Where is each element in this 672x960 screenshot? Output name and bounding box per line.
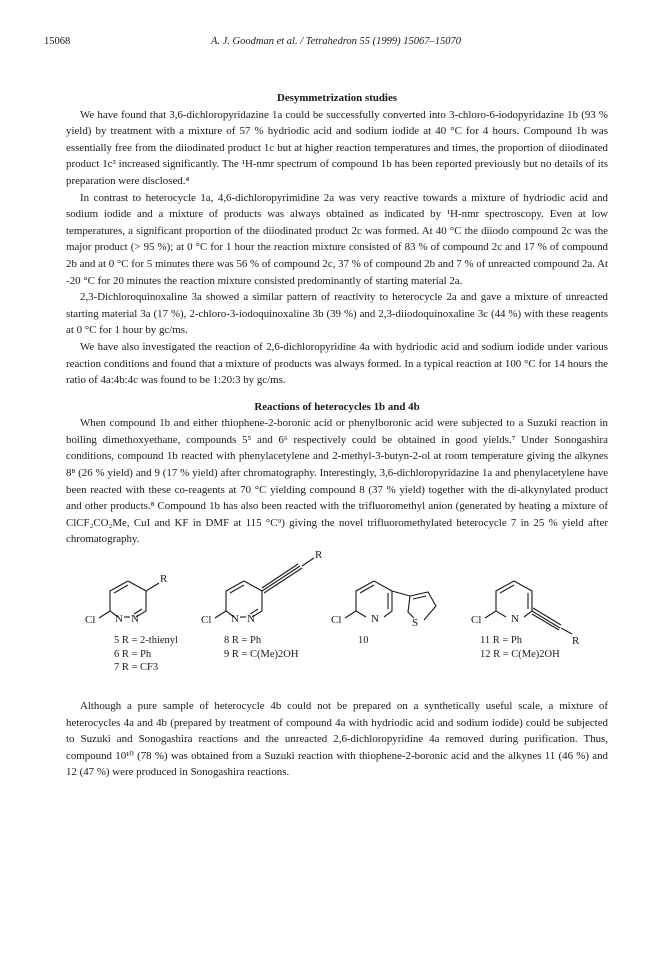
alkyne-bond-4 bbox=[532, 608, 561, 630]
caption-compounds-5-7 bbox=[114, 634, 178, 675]
n-label: N bbox=[115, 613, 123, 626]
alkyne-bond-2 bbox=[262, 564, 302, 593]
caption-line: 11 R = Ph bbox=[480, 635, 522, 647]
cl-label: Cl bbox=[201, 614, 212, 627]
s-label: S bbox=[412, 617, 419, 630]
cl-bond-1 bbox=[99, 611, 110, 618]
n-label: N bbox=[371, 613, 379, 626]
double-bonds-4 bbox=[500, 585, 528, 609]
caption-compound-10 bbox=[358, 634, 369, 648]
caption-line: 6 R = Ph bbox=[114, 648, 152, 660]
paragraph: When compound 1b and either thiophene-2-boronic acid or phenylboronic acid were subjected to a Suzuki reaction in boiling dimethoxyethane, compounds 5⁵ and 6⁶ respectively could be obtained in good yields.⁷ Under Sonogashira conditions, compound 1b reacted with phenylacetylene and 2-methyl-3-butyn-2-ol at room temperature giving the alkynes 8⁸ (26 % yield) and 9 (17 % yield) after chromatography. Interestingly, 3,6-dichloropyridazine 1a and phenylacetylene have been reacted with these co-reagents at 70 °C yielding compound 8 (37 % yield) together with the di-alkynylated product and other products.⁸ Compound 1b has also been reacted with the trifluoromethyl anion (generated by heating a mixture of ClCF₂CO₂Me, CuI and KF in DMF at 115 °C⁹) giving the novel trifluoromethylated heterocycle 7 in 25 % yield after chromatography. bbox=[66, 417, 608, 546]
cl-label: Cl bbox=[331, 614, 342, 627]
biaryl-bond-3 bbox=[392, 591, 410, 596]
pyridazine-ring-1 bbox=[110, 581, 146, 617]
paragraph: 2,3-Dichloroquinoxaline 3a showed a similar pattern of reactivity to heterocycle 2a and gave a mixture of unreacted starting material 3a (17 %), 2-chloro-3-iodoquinoxaline 3b (39 %) and 2,3-diiodoquinoxaline 3c (44 %) with these reagents at 0 °C for 1 hour by gc/ms. bbox=[66, 291, 608, 337]
caption-line: 8 R = Ph bbox=[224, 635, 262, 647]
section-heading-desymmetrization: Desymmetrization studies bbox=[276, 92, 398, 104]
double-bonds-3 bbox=[360, 585, 388, 609]
thiophene-double-3 bbox=[413, 596, 426, 599]
caption-line: 12 R = C(Me)2OH bbox=[480, 648, 560, 660]
r-label: R bbox=[160, 573, 168, 586]
paragraph: In contrast to heterocycle 1a, 4,6-dichloropyrimidine 2a was very reactive towards a mixture of hydriodic acid and sodium iodide and a mixture of products was always obtained as indicated by ¹H-nmr spectroscopy. Even at low temperatures, a significant proportion of the diiodinated product 2c was formed. At 40 °C the diiodo compound 2c was the major product (> 95 %); at 0 °C for 1 hour the reaction mixture consisted of 83 % of compound 2c and 17 % of compound 2b and at 0 °C for 5 minutes there was 56 % of compound 2c, 37 % of compound 2b and 7 % of unreacted compound 2a. At -20 °C for 20 minutes the reaction mixture consisted predominantly of starting material 2a. bbox=[66, 191, 608, 287]
r-bond-4 bbox=[561, 628, 572, 634]
r-bond-1 bbox=[146, 583, 159, 591]
double-bonds-1 bbox=[114, 585, 142, 614]
article-body bbox=[66, 90, 608, 781]
pyridine-ring-3 bbox=[356, 581, 392, 617]
chemical-scheme bbox=[66, 548, 608, 698]
paragraph: Although a pure sample of heterocycle 4b could not be prepared on a synthetically useful scale, a mixture of heterocycles 4a and 4b (prepared by treatment of compound 4a with hydriodic acid and sodium iodide) could be subjected to Suzuki and Sonogashira reactions and the unreacted 2,6-dichloropyridine 4a removed during purification. Thus, compound 10¹⁰ (78 %) was obtained from a Suzuki reaction with thiophene-2-boronic acid and the alkynes 11 (46 %) and 12 (47 %) were produced in Sonogashira reactions. bbox=[66, 700, 608, 779]
section-heading-reactions: Reactions of heterocycles 1b and 4b bbox=[254, 400, 420, 413]
r-bond-2 bbox=[302, 558, 314, 566]
r-label: R bbox=[315, 549, 323, 562]
thiophene-ring-3 bbox=[408, 592, 436, 620]
running-title: A. J. Goodman et al. / Tetrahedron 55 (1999) 15067–15070 bbox=[210, 36, 462, 47]
pyridine-ring-4 bbox=[496, 581, 532, 617]
cl-label: Cl bbox=[85, 614, 96, 627]
caption-line: 10 bbox=[358, 635, 369, 647]
paragraph: We have also investigated the reaction of 2,6-dichloropyridine 4a with hydriodic acid and sodium iodide under various reaction conditions and found that a mixture of products was always formed. In a typical reaction at 100 °C for 14 hours the ratio of 4a:4b:4c was found to be 1:20:3 by gc/ms. bbox=[66, 340, 608, 387]
n-label: N bbox=[231, 613, 239, 626]
structures-drawing bbox=[66, 548, 608, 698]
pyridazine-ring-2 bbox=[226, 581, 262, 617]
r-label: R bbox=[572, 635, 580, 648]
cl-label: Cl bbox=[471, 614, 482, 627]
caption-line: 9 R = C(Me)2OH bbox=[224, 648, 299, 660]
n-label: N bbox=[247, 613, 255, 626]
cl-bond-2 bbox=[215, 611, 226, 618]
cl-bond-4 bbox=[485, 611, 496, 618]
paragraph: We have found that 3,6-dichloropyridazine 1a could be successfully converted into 3-chloro-6-iodopyridazine 1b (93 % yield) by treatment with a mixture of 57 % hydriodic acid and sodium iodide at 40 °C for 4 hours. Compound 1b was essentially free from the diiodinated product 1c but at higher reaction temperatures and times, the proportion of diiodinated product 1c³ increased significantly. The ¹H-nmr spectrum of compound 1b has been reported previously but no details of its preparation were disclosed.⁴ bbox=[66, 108, 608, 187]
page-number: 15068 bbox=[44, 36, 71, 47]
caption-compounds-8-9 bbox=[224, 634, 298, 661]
n-label: N bbox=[511, 613, 519, 626]
double-bonds-2 bbox=[230, 585, 258, 614]
cl-bond-3 bbox=[345, 611, 356, 618]
caption-compounds-11-12 bbox=[480, 634, 560, 661]
page-header bbox=[44, 36, 628, 52]
caption-line: 5 R = 2-thienyl bbox=[114, 635, 178, 647]
caption-line: 7 R = CF3 bbox=[114, 662, 159, 674]
n-label: N bbox=[131, 613, 139, 626]
